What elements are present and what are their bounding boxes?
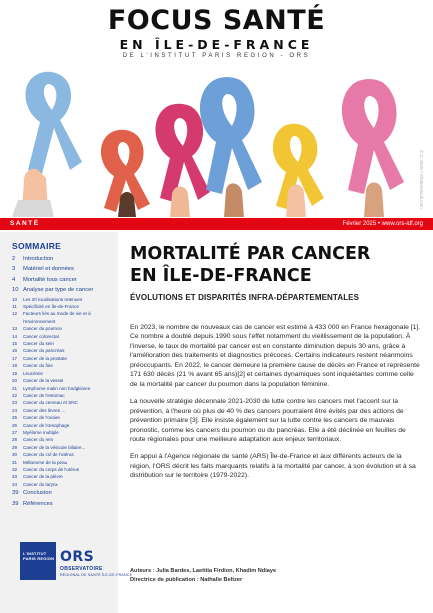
director-line: Directrice de publication : Nathalie Beltzer bbox=[130, 577, 243, 583]
toc-item-label: Myélome multiple bbox=[23, 429, 59, 435]
article-title-line-1: MORTALITÉ PAR CANCER bbox=[130, 244, 371, 264]
toc-list bbox=[12, 254, 116, 509]
toc-item[interactable] bbox=[12, 285, 116, 295]
institut-paris-region-logo bbox=[20, 542, 56, 580]
toc-item-label: Cancer du sein bbox=[23, 341, 54, 347]
toc-item-page-number: 39 bbox=[12, 490, 19, 497]
toc-item-label: Cancer du cerveau et SNC bbox=[23, 400, 78, 406]
section-label: SANTÉ bbox=[10, 220, 40, 227]
toc-item-page-number: 15 bbox=[12, 341, 18, 347]
toc-item-label: Cancer de la prostate bbox=[23, 355, 67, 361]
toc-item-page-number: 13 bbox=[12, 326, 18, 332]
toc-item-label: Mélanome de la peau bbox=[23, 459, 68, 465]
masthead-subtitle: EN ÎLE-DE-FRANCE bbox=[119, 37, 314, 52]
toc-item[interactable] bbox=[12, 385, 116, 392]
toc-item-page-number: 4 bbox=[12, 276, 16, 283]
toc-item-label: Cancer de l'estomac bbox=[23, 392, 65, 398]
ribbon-light-blue bbox=[12, 72, 82, 217]
toc-item[interactable] bbox=[12, 436, 116, 443]
ors-logo-mark: ORS bbox=[60, 549, 95, 565]
toc-item-page-number: 31 bbox=[12, 459, 18, 465]
toc-item[interactable] bbox=[12, 429, 116, 436]
body-paragraph: En 2023, le nombre de nouveaux cas de cancer est estimé à 433 000 en France hexagonale [1]. Ce nombre a doublé depuis 1990 sous l'effet notamment du vieillissement de la population. À l'inverse, le taux de mortalité par cancer est en constante diminution depuis 30 ans, grâce à l'amélioration des traitements et diagnostics précoces. Certains indicateurs restent néanmoins préoccupants. En 2022, le cancer demeure la première cause de décès en France et représente 171 630 décès (21 % avant 65 ans)[2] et certaines dynamiques sont inquiétantes comme celle de la mortalité par cancer du poumon dans la population féminine. bbox=[130, 324, 421, 388]
toc-item[interactable] bbox=[12, 296, 116, 303]
toc-item-page-number: 30 bbox=[12, 452, 18, 458]
toc-item-label: Conclusion bbox=[23, 490, 52, 497]
toc-item-page-number: 16 bbox=[12, 348, 18, 354]
toc-item-label: Cancer de la vessie bbox=[23, 378, 64, 384]
toc-item-page-number: 34 bbox=[12, 481, 18, 487]
toc-item-label: l'environnement bbox=[23, 318, 56, 324]
toc-item-label: Matériel et données bbox=[23, 266, 74, 273]
toc-item[interactable] bbox=[12, 473, 116, 480]
toc-item-page-number: 33 bbox=[12, 474, 18, 480]
toc-item-page-number: 25 bbox=[12, 415, 18, 421]
toc-item-page-number: 12 bbox=[12, 311, 18, 317]
toc-item-page-number: 32 bbox=[12, 466, 18, 472]
toc-item-page-number: 2 bbox=[12, 256, 16, 262]
table-of-contents bbox=[0, 232, 118, 613]
toc-item[interactable] bbox=[12, 325, 116, 332]
toc-item[interactable] bbox=[12, 407, 116, 414]
toc-item-label: Cancer du rein bbox=[23, 437, 54, 443]
toc-item[interactable] bbox=[12, 264, 116, 274]
toc-item-label: Cancer du corps de l'utérus bbox=[23, 466, 80, 472]
toc-item-page-number: 17 bbox=[12, 355, 18, 361]
toc-item-page-number: 3 bbox=[12, 266, 16, 273]
institut-paris-region-logo-text: L'INSTITUT PARIS REGION bbox=[23, 551, 55, 562]
section-band bbox=[0, 218, 433, 230]
toc-item-page-number: 39 bbox=[12, 500, 19, 507]
toc-item[interactable] bbox=[12, 466, 116, 473]
toc-item-page-number: 22 bbox=[12, 392, 18, 398]
toc-item-label: Cancer du poumon bbox=[23, 326, 63, 332]
toc-item-label: Cancer du col de l'utérus bbox=[23, 452, 74, 458]
toc-item[interactable] bbox=[12, 459, 116, 466]
toc-item-page-number: 19 bbox=[12, 370, 18, 376]
toc-item-label: Cancer colorectal bbox=[23, 333, 59, 339]
toc-item-label: Lymphome malin non hodgkinien bbox=[23, 385, 91, 391]
toc-item-page-number: 20 bbox=[12, 378, 18, 384]
toc-item[interactable] bbox=[12, 275, 116, 285]
toc-item-page-number: 29 bbox=[12, 444, 18, 450]
toc-item[interactable] bbox=[12, 414, 116, 421]
toc-item-page-number: 28 bbox=[12, 437, 18, 443]
toc-item-label: Cancer de l'œsophage bbox=[23, 422, 70, 428]
toc-item[interactable] bbox=[12, 377, 116, 384]
toc-item[interactable] bbox=[12, 340, 116, 347]
toc-item[interactable] bbox=[12, 333, 116, 340]
article-title bbox=[130, 243, 426, 287]
publication-credits bbox=[130, 567, 422, 585]
toc-item-label: Références bbox=[23, 500, 53, 507]
toc-item[interactable] bbox=[12, 451, 116, 458]
toc-item[interactable] bbox=[12, 499, 116, 509]
toc-item[interactable] bbox=[12, 399, 116, 406]
toc-item-label: Cancer du pancréas bbox=[23, 348, 65, 354]
toc-item-page-number: 10 bbox=[12, 287, 19, 294]
article-subtitle: ÉVOLUTIONS ET DISPARITÉS INFRA-DÉPARTEMENTALES bbox=[130, 293, 360, 302]
toc-item[interactable] bbox=[12, 254, 116, 264]
toc-item-label: Cancer du foie bbox=[23, 363, 53, 369]
toc-item-label: Cancer du larynx bbox=[23, 481, 58, 487]
authors-line: Auteurs : Julia Bardes, Laetitia Firdion, Khadim Ndiaye bbox=[130, 568, 277, 574]
body-paragraph: La nouvelle stratégie décennale 2021-2030 de lutte contre les cancers met l'accent sur la prévention, à l'heure où plus de 40 % des cancers pourraient être évités par des actions de prévention primaire [3]. Elle insiste également sur la lutte contre les cancers de mauvais pronostic, comme les cancers du poumon ou du pancréas. Elle a été déclinée en feuilles de route régionales pour une meilleure adaptation aux enjeux territoriaux. bbox=[130, 398, 406, 443]
toc-item-page-number: 10 bbox=[12, 296, 18, 302]
toc-heading: SOMMAIRE bbox=[12, 241, 62, 251]
toc-item-label: Cancer de la vésicule biliaire... bbox=[23, 444, 86, 450]
masthead-title: FOCUS SANTÉ bbox=[107, 5, 326, 36]
masthead-publisher: DE L'INSTITUT PARIS REGION - ORS bbox=[122, 53, 311, 59]
toc-item-label: Leucémie bbox=[23, 370, 43, 376]
toc-item-label: Facteurs liés au mode de vie et à bbox=[23, 311, 91, 317]
toc-item-page-number: 21 bbox=[12, 385, 18, 391]
toc-item-label: Les 20 localisations retenues bbox=[23, 296, 83, 302]
photo-credit: © C. Malo / Shutterstock.com bbox=[419, 150, 424, 209]
toc-item-label: Cancer des lèvres ... bbox=[23, 407, 66, 413]
toc-item-page-number: 26 bbox=[12, 422, 18, 428]
body-paragraph: En appui à l'Agence régionale de santé (ARS) Île-de-France et aux différents acteurs de la région, l'ORS décrit les faits marquants relatifs à la mortalité par cancer, à son évolution et à sa distribution sur le territoire (1979-2022). bbox=[130, 453, 416, 480]
toc-item-page-number: 24 bbox=[12, 407, 18, 413]
toc-item[interactable] bbox=[12, 444, 116, 451]
article-body bbox=[130, 323, 422, 489]
toc-item-label: Cancer de la plèvre bbox=[23, 474, 63, 480]
ribbon-pink bbox=[342, 79, 404, 217]
toc-item[interactable] bbox=[12, 355, 116, 362]
ribbon-orange bbox=[101, 130, 150, 217]
toc-item[interactable] bbox=[12, 310, 116, 317]
article-title-line-2: EN ÎLE-DE-FRANCE bbox=[130, 266, 312, 286]
toc-item-label: Mortalité tous cancer bbox=[23, 276, 77, 283]
toc-item-label: Analyse par type de cancer bbox=[23, 287, 94, 294]
toc-item-page-number: 18 bbox=[12, 363, 18, 369]
toc-item-page-number: 11 bbox=[12, 304, 17, 310]
toc-item[interactable] bbox=[12, 347, 116, 354]
toc-item-page-number: 14 bbox=[12, 333, 18, 339]
toc-item-page-number: 23 bbox=[12, 400, 18, 406]
awareness-ribbons-illustration bbox=[0, 62, 433, 217]
toc-item[interactable] bbox=[12, 303, 116, 310]
ribbon-yellow bbox=[273, 124, 324, 217]
toc-item[interactable] bbox=[12, 481, 116, 488]
toc-item-label: Spécificité en Île-de-France bbox=[23, 304, 79, 310]
toc-item[interactable] bbox=[12, 370, 116, 377]
ors-logo-region: RÉGIONAL DE SANTÉ ÎLE-DE-FRANCE bbox=[60, 573, 133, 577]
toc-item-page-number: 27 bbox=[12, 429, 18, 435]
toc-item-label: Introduction bbox=[23, 256, 54, 262]
ors-logo-name: OBSERVATOIRE bbox=[60, 566, 103, 572]
ribbon-blue bbox=[200, 77, 262, 217]
toc-item[interactable] bbox=[12, 362, 116, 369]
toc-item[interactable] bbox=[12, 422, 116, 429]
toc-item[interactable] bbox=[12, 392, 116, 399]
toc-item-label: Cancer de l'ovaire bbox=[23, 415, 60, 421]
toc-item[interactable] bbox=[12, 488, 116, 498]
issue-date-and-website: Février 2025 • www.ors-idf.org bbox=[342, 221, 423, 227]
toc-item[interactable] bbox=[12, 318, 116, 325]
